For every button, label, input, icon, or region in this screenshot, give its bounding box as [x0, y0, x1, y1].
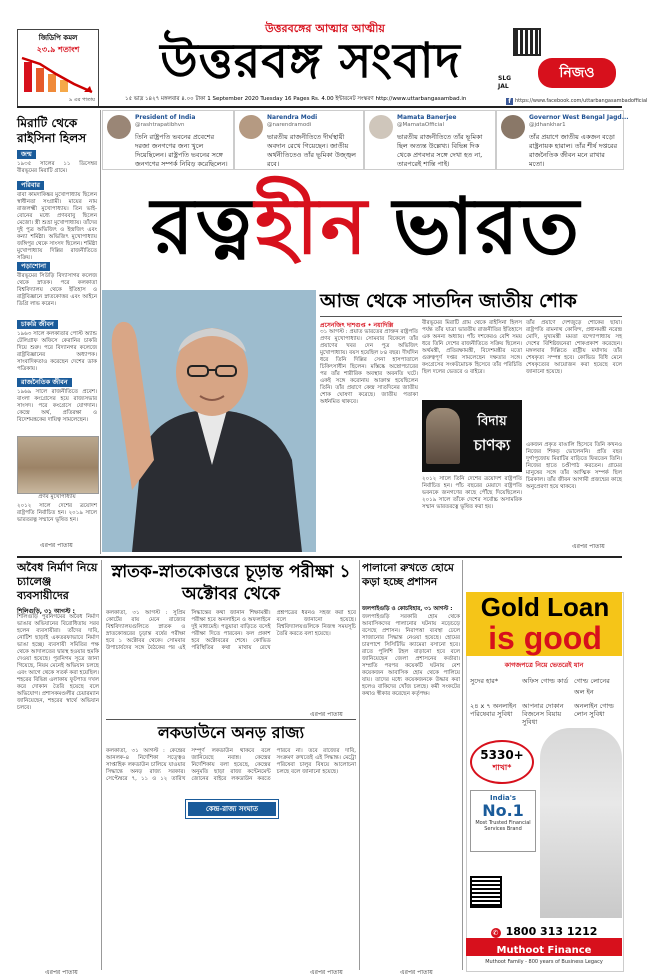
- avatar: [369, 115, 393, 139]
- card-name: Narendra Modi: [267, 114, 318, 121]
- sidebar-bottom-text: ২০১২ সালে দেশের ত্রয়োদশ রাষ্ট্রপতি নির্বাচিত হন। ২০১৯ সালে ভারতরত্ন সম্মানে ভূষিত হন।: [17, 503, 97, 523]
- avatar: [239, 115, 263, 139]
- card-name: Governor West Bengal Jagd...: [529, 114, 629, 121]
- masthead-edition: [498, 75, 511, 91]
- hemp-continue: এরপর পাতায়: [400, 969, 433, 976]
- ad-brand-bar: [466, 938, 622, 956]
- lead-byline: প্রসেনজিৎ দাশগুপ্ত • নয়াদিল্লি: [320, 322, 394, 329]
- chanakya-portrait: [426, 408, 460, 464]
- main-headline: [110, 178, 622, 276]
- ad-benefit-3: গোল্ড লোনের অল ইন: [574, 677, 610, 696]
- edition-slg: SLG: [498, 75, 512, 82]
- ad-benefit-1: সুদের হার*: [470, 677, 499, 685]
- lockdown-continue: এরপর পাতায়: [310, 969, 343, 976]
- exam-text: কলকাতা, ৩১ আগস্ট : সুপ্রিম কোর্টের রায় মেনে রাজ্যের বিশ্ববিদ্যালয়গুলিতে স্নাতক ও স্নাতকোত্তরের চূড়ান্ত বর্ষের পরীক্ষা হবে ১ অক্টোবর থেকে। সোমবার উপাচার্যদের সঙ্গে বৈঠকের পর এই সিদ্ধান্তের কথা জানান শিক্ষামন্ত্রী। পরীক্ষা হবে অনলাইনে ও অফলাইনে দুই মাধ্যমেই। পড়ুয়ারা বাড়িতে বসেই পরীক্ষা দিতে পারবেন। ফল প্রকাশ হবে অক্টোবরের শেষে। কোভিড পরিস্থিতির কথা মাথায় রেখে প্রশ্নপত্রের ধরনও সহজ করা হবে বলে জানানো হয়েছে। বিশ্ববিদ্যালয়গুলিকে নিজস্ব সময়সূচি তৈরি করতে বলা হয়েছে।: [106, 610, 356, 651]
- card-handle: @MamataOfficial: [397, 122, 444, 128]
- card-handle: @jdhankhar1: [529, 122, 566, 128]
- edition-jal: JAL: [498, 83, 509, 90]
- lead-para5: একজন প্রকৃত বাঙালি হিসেবে তিনি কখনও নিজের শিকড় ভোলেননি। প্রতি বছর দুর্গাপুজোয় মিরাটির বাড়িতে ফিরতেন তিনি। নিজের হাতে চণ্ডীপাঠ করতেন। গ্রামের মানুষের সঙ্গে তাঁর আত্মিক সম্পর্ক ছিল চিরকাল। তাঁর জীবন আগামী প্রজন্মের কাছে অনুপ্রেরণা হয়ে থাকবে।: [526, 442, 622, 490]
- social-card-president: [102, 110, 234, 170]
- card-text: তাঁর প্রয়াণে জাতীয় একজন বড়ো রাষ্ট্রনায়ক হারাল। তাঁর শীর্ষ দপ্তরের রাজনৈতিক জীবন মনে রাখার মতো।: [529, 133, 618, 168]
- sidebar-caption: প্রণব মুখোপাধ্যায়: [38, 494, 76, 500]
- lead-para3: ২০১২ সালে তিনি দেশের ত্রয়োদশ রাষ্ট্রপতি নির্বাচিত হন। পাঁচ বছরের মেয়াদে রাষ্ট্রপতি ভবনকে জনগণের কাছে পৌঁছে দিয়েছিলেন। ২০১৯ সালে তাঁকে দেশের সর্বোচ্চ অসামরিক সম্মান ভারতরত্নে ভূষিত করা হয়।: [422, 476, 522, 510]
- ad-tagline: কাগজপত্রে নিয়ে ভেতরেই যান: [504, 661, 584, 669]
- hemp-title: পালানো রুখতে হোমে কড়া হচ্ছে প্রশাসন: [362, 562, 454, 588]
- lead-para1: ৩১ আগস্ট : প্রয়াত ভারতের প্রাক্তন রাষ্ট্রপতি প্রণব মুখোপাধ্যায়। সোমবার বিকেলে তাঁর প্রয়াণের খবর দেন পুত্র অভিজিৎ মুখোপাধ্যায়। বয়স হয়েছিল ৮৪ বছর। দীর্ঘদিন ধরে তিনি দিল্লির সেনা হাসপাতালে চিকিৎসাধীন ছিলেন। মস্তিষ্কে অস্ত্রোপচারের পর তাঁর শারীরিক অবস্থার অবনতি ঘটে। একই সঙ্গে করোনায় আক্রান্ত হয়েছিলেন তিনি। তাঁর প্রয়াণে কেন্দ্র সাতদিনের জাতীয় শোক ঘোষণা করেছে। জাতীয় পতাকা অর্ধনমিত থাকবে।: [320, 329, 418, 405]
- ad-line2: is good: [488, 620, 602, 656]
- nijo-logo-text: নিজও: [559, 65, 595, 81]
- phone-icon: ✆: [491, 928, 501, 938]
- card-name: President of India: [135, 114, 196, 121]
- dateline: ১৫ ভাদ্র ১৪২৭ মঙ্গলবার ৪.০০ টাকা 1 September 2020 Tuesday 16 Pages Rs. 4.00 ইন্টারনেট সংস্করণ http://www.uttarbangasambad.in: [125, 96, 467, 102]
- ad-brand: Muthoot Finance: [496, 945, 592, 956]
- card-text: ভারতীয় রাজনীতিতে তাঁর ভূমিকা ছিল অত্যন্ত উল্লেখ্য। বিভিন্ন দিক থেকে প্রণবদার সঙ্গে দেখা হত না, তারপরেই শান্তি পাই।: [397, 133, 483, 168]
- exam-continue: এরপর পাতায়: [310, 711, 343, 718]
- facebook-icon: f: [506, 98, 513, 105]
- ad-no1-box: [470, 790, 536, 852]
- card-text: ভারতীয় রাজনীতিতে দীর্ঘস্থায়ী অবদান রেখে গিয়েছেন। জাতীয় অর্থনীতিতেও তাঁর ভূমিকা উজ্জ্বল রবে।: [267, 133, 356, 168]
- sidebar-photo: [17, 436, 99, 494]
- ad-benefit-2: অফিস গোল্ড কার্ড: [522, 677, 569, 685]
- tagline: উত্তরবঙ্গের আত্মার আত্মীয়: [265, 22, 385, 35]
- hemp-dateline: জলপাইগুড়ি ও কোচবিহার, ৩১ আগস্ট :: [362, 606, 453, 612]
- sidebar-title: মিরাটি থেকে রাইসিনা হিলস: [17, 116, 87, 145]
- hemp-text: জলপাইগুড়ি সরকারি হোম থেকে আবাসিকদের পালানোর ঘটনায় নড়েচড়ে বসেছে প্রশাসন। নিরাপত্তা ব্যবস্থা ঢেলে সাজানোর সিদ্ধান্ত নেওয়া হয়েছে। হোমের চারপাশে সিসিটিভি ক্যামেরা বসানো হবে। রাতে পুলিশি টহল বাড়ানো হবে বলে জানিয়েছেন জেলা প্রশাসনের কর্তারা। সম্প্রতি পরপর কয়েকটি ঘটনায় বেশ কয়েকজন আবাসিক হোম থেকে পালিয়ে যায়। তাদের মধ্যে কয়েকজনকে উদ্ধার করা হলেও বাকিদের খোঁজ চলছে। কর্মী সংকটের কথাও স্বীকার করেছেন কর্তৃপক্ষ।: [362, 614, 460, 697]
- ad-branches: [470, 740, 534, 784]
- avatar: [107, 115, 131, 139]
- gdp-page-ref: ৯ এর পাতায়: [69, 97, 95, 103]
- lead-para4: তাঁর প্রয়াণে দেশজুড়ে শোকের ছায়া। রাষ্ট্রপতি রামনাথ কোবিন্দ, প্রধানমন্ত্রী নরেন্দ্র মোদি, মুখ্যমন্ত্রী মমতা বন্দ্যোপাধ্যায় সহ দেশের বিশিষ্টজনেরা শোকপ্রকাশ করেছেন। মঙ্গলবার দিল্লিতে রাষ্ট্রীয় মর্যাদায় তাঁর শেষকৃত্য সম্পন্ন হবে। কোভিড বিধি মেনে শেষকৃত্যের আয়োজন করা হয়েছে বলে জানানো হয়েছে।: [526, 320, 622, 375]
- social-card-mamata: [364, 110, 496, 170]
- section-text: বাবা কামদাকিঙ্কর মুখোপাধ্যায় ছিলেন স্বাধীনতা সংগ্রামী। মায়ের নাম রাজলক্ষ্মী মুখোপাধ্যায়। তিন ভাই-বোনের মধ্যে প্রণববাবু ছিলেন মেজো। স্ত্রী শুভ্রা মুখোপাধ্যায়। তাঁদের দুই পুত্র অভিজিৎ ও ইন্দ্রজিৎ এবং কন্যা শর্মিষ্ঠা। অভিজিৎ মুখোপাধ্যায় জঙ্গিপুর থেকে সাংসদ ছিলেন। শর্মিষ্ঠা মুখোপাধ্যায় দিল্লির রাজনীতিতে সক্রিয়।: [17, 192, 97, 261]
- section-tag: পরিবার: [17, 181, 44, 190]
- gdp-title: জিডিপি কমল: [38, 34, 78, 42]
- card-text: তিনি রাষ্ট্রপতি ভবনের প্রবেশের দরজা জনগণের জন্য খুলে দিয়েছিলেন। রাষ্ট্রপতি ভবনের সঙ্গে জনগণের সম্পর্ক নিবিড় করেছিলেন।: [135, 133, 228, 168]
- lead-photo: [102, 290, 316, 552]
- ad-branches-count: 5330+: [480, 748, 524, 762]
- masthead-title: উত্তরবঙ্গ সংবাদ: [160, 33, 461, 89]
- section-text: ১৯৬৩ সালে কলকাতার পোস্ট অ্যান্ড টেলিগ্রাফ অফিসে কেরানির চাকরি দিয়ে শুরু। পরে বিদ্যানগর কলেজে রাষ্ট্রবিজ্ঞানের অধ্যাপক। সাংবাদিকতাও করেছেন দেশের ডাক পত্রিকায়।: [17, 331, 97, 372]
- headline-part3: ভারত: [392, 181, 582, 272]
- ad-no1: No.1: [482, 801, 524, 820]
- story-left-dateline: শিলিগুড়ি, ৩১ আগস্ট :: [17, 608, 75, 615]
- lockdown-title: লকডাউনে অনড় রাজ্য: [157, 723, 305, 742]
- pranab-photo-illustration: [102, 290, 316, 552]
- gdp-box: [17, 29, 99, 107]
- section-tag: পড়াশোনা: [17, 262, 50, 271]
- ad-no1-desc: Most Trusted Financial Services Brand: [475, 820, 531, 832]
- avatar: [501, 115, 525, 139]
- ad-qr: [470, 876, 502, 908]
- nijo-logo: [538, 58, 616, 88]
- ad-person: [540, 728, 622, 918]
- chanakya-line1: বিদায়: [477, 414, 507, 429]
- ad-benefit-4: ২৪ x ৭ অনলাইন পরিষেবার সুবিধা: [470, 702, 517, 718]
- lead-continue: এরপর পাতায়: [572, 543, 605, 550]
- headline-part2: হীন: [255, 181, 369, 272]
- lead-para2: বীরভূমের মিরাটি গ্রাম থেকে রাইসিনা হিলস পর্যন্ত তাঁর যাত্রা ভারতীয় রাজনীতির ইতিহাসে এক অনন্য অধ্যায়। পাঁচ দশকেরও বেশি সময় ধরে তিনি দেশের রাজনীতিতে সক্রিয় ছিলেন। অর্থমন্ত্রী, প্রতিরক্ষামন্ত্রী, বিদেশমন্ত্রীর মতো গুরুত্বপূর্ণ দপ্তর সামলেছেন দক্ষতার সঙ্গে। কংগ্রেসের সংকটমোচক হিসেবে তাঁর পরিচিতি ছিল দলের ভেতরে ও বাইরে।: [422, 320, 522, 375]
- section-tag: জন্ম: [17, 150, 36, 159]
- social-card-modi: [234, 110, 364, 170]
- sub-headline: আজ থেকে সাতদিন জাতীয় শোক: [320, 290, 577, 312]
- lockdown-text-col1: কলকাতা, ৩১ আগস্ট : কেন্দ্রের আনলক-৪ নির্দেশিকা সত্ত্বেও সাপ্তাহিক লকডাউন চালিয়ে যাওয়ার সিদ্ধান্তে অনড় রাজ্য সরকার। সেপ্টেম্বরে ৭, ১১ ও ১২ তারিখ সম্পূর্ণ লকডাউন থাকবে বলে জানিয়েছে নবান্ন। কেন্দ্রের নির্দেশিকায় বলা হয়েছে, কেন্দ্রের অনুমতি ছাড়া রাজ্য কন্টেনমেন্ট জোনের বাইরে লকডাউন করতে পারবে না। তবে রাজ্যের দাবি, সংক্রমণ রুখতেই এই সিদ্ধান্ত। মেট্রো পরিষেবা চালুর বিষয়ে আলোচনা চলছে বলে জানানো হয়েছে।: [106, 748, 356, 782]
- ad-benefit-6: অনলাইন গোল্ড লোন সুবিধা: [574, 702, 614, 718]
- social-card-governor: [496, 110, 629, 170]
- ad-phone-row: [466, 920, 622, 938]
- section-text: ১৯৩৫ সালের ১১ ডিসেম্বর বীরভূমের মিরাটি গ্রামে।: [17, 161, 97, 174]
- fb-url[interactable]: https://www.facebook.com/uttarbangasambadofficial: [515, 98, 647, 104]
- ad-line1: Gold Loan: [480, 592, 610, 622]
- chanakya-line2: চাণক্য: [473, 436, 511, 454]
- ad-phone[interactable]: 1800 313 1212: [505, 925, 598, 938]
- section-text: ১৯৬৯ সালে রাজনীতিতে প্রবেশ। বাংলা কংগ্রেসের হয়ে রাজ্যসভার সাংসদ। পরে কংগ্রেসে যোগদান। কেন্দ্রে অর্থ, প্রতিরক্ষা ও বিদেশমন্ত্রকের দায়িত্ব সামলেছেন।: [17, 389, 97, 423]
- gdp-value: ২৩.৯ শতাংশ: [36, 45, 80, 54]
- ad-footer: Muthoot Family - 800 years of Business Legacy: [485, 959, 603, 965]
- ad-no1-top: India's: [489, 794, 517, 802]
- card-handle: @narendramodi: [267, 122, 312, 128]
- qr-code: [513, 28, 541, 56]
- section-tag: চাকরি জীবন: [17, 320, 58, 329]
- exam-title: স্নাতক-স্নাতকোত্তরে চূড়ান্ত পরীক্ষা ১ অক্টোবর থেকে: [111, 562, 351, 604]
- section-text: বীরভূমের সিউড়ি বিদ্যাসাগর কলেজ থেকে স্নাতক। পরে কলকাতা বিশ্ববিদ্যালয় থেকে ইতিহাস ও রাষ্ট্রবিজ্ঞানে স্নাতকোত্তর এবং আইনে ডিগ্রি লাভ করেন।: [17, 273, 97, 307]
- ad-benefit-5: আপনার দোকান বিজনেস বিয়ায় সুবিধা: [522, 702, 564, 726]
- ad-branches-label: শাখা*: [492, 763, 512, 772]
- section-tag: রাজনৈতিক জীবন: [17, 378, 72, 387]
- story-left-continue: এরপর পাতায়: [45, 969, 78, 976]
- card-name: Mamata Banerjee: [397, 114, 457, 121]
- sidebar-continue: এরপর পাতায়: [40, 542, 73, 549]
- chanakya-box: [422, 400, 522, 472]
- story-left-text: শিলিগুড়ি পুরনিগমের অবৈধ নির্মাণ ভাঙার অভিযানের বিরোধিতায় সরব হলেন ব্যবসায়ীরা। তাঁদের দাবি, নোটিশ ছাড়াই একতরফাভাবে নির্মাণ ভাঙা হচ্ছে। ব্যবসায়ী সমিতির পক্ষ থেকে আদালতের দ্বারস্থ হওয়ার হুমকি দেওয়া হয়েছে। পুরনিগম সূত্রে জানা গিয়েছে, নিয়ম মেনেই অভিযান চলছে এবং আগে থেকে সতর্ক করা হয়েছিল। শহরের বিভিন্ন এলাকায় ফুটপাত দখল করে দোকান তৈরি হয়েছে বলে অভিযোগ। প্রশাসকমণ্ডলীর চেয়ারম্যান জানিয়েছেন, শহরের স্বার্থে অভিযান চলবে।: [17, 614, 99, 711]
- card-handle: @rashtrapatibhvn: [135, 122, 185, 128]
- headline-part1: রত্ন: [150, 181, 256, 272]
- story-left-title: অবৈধ নির্মাণ নিয়ে চ্যালেঞ্জ ব্যবসায়ীদের: [17, 561, 98, 602]
- gdp-chart-icon: [18, 52, 98, 98]
- lockdown-tag: কেন্দ্র-রাজ্য সংঘাত: [186, 800, 278, 818]
